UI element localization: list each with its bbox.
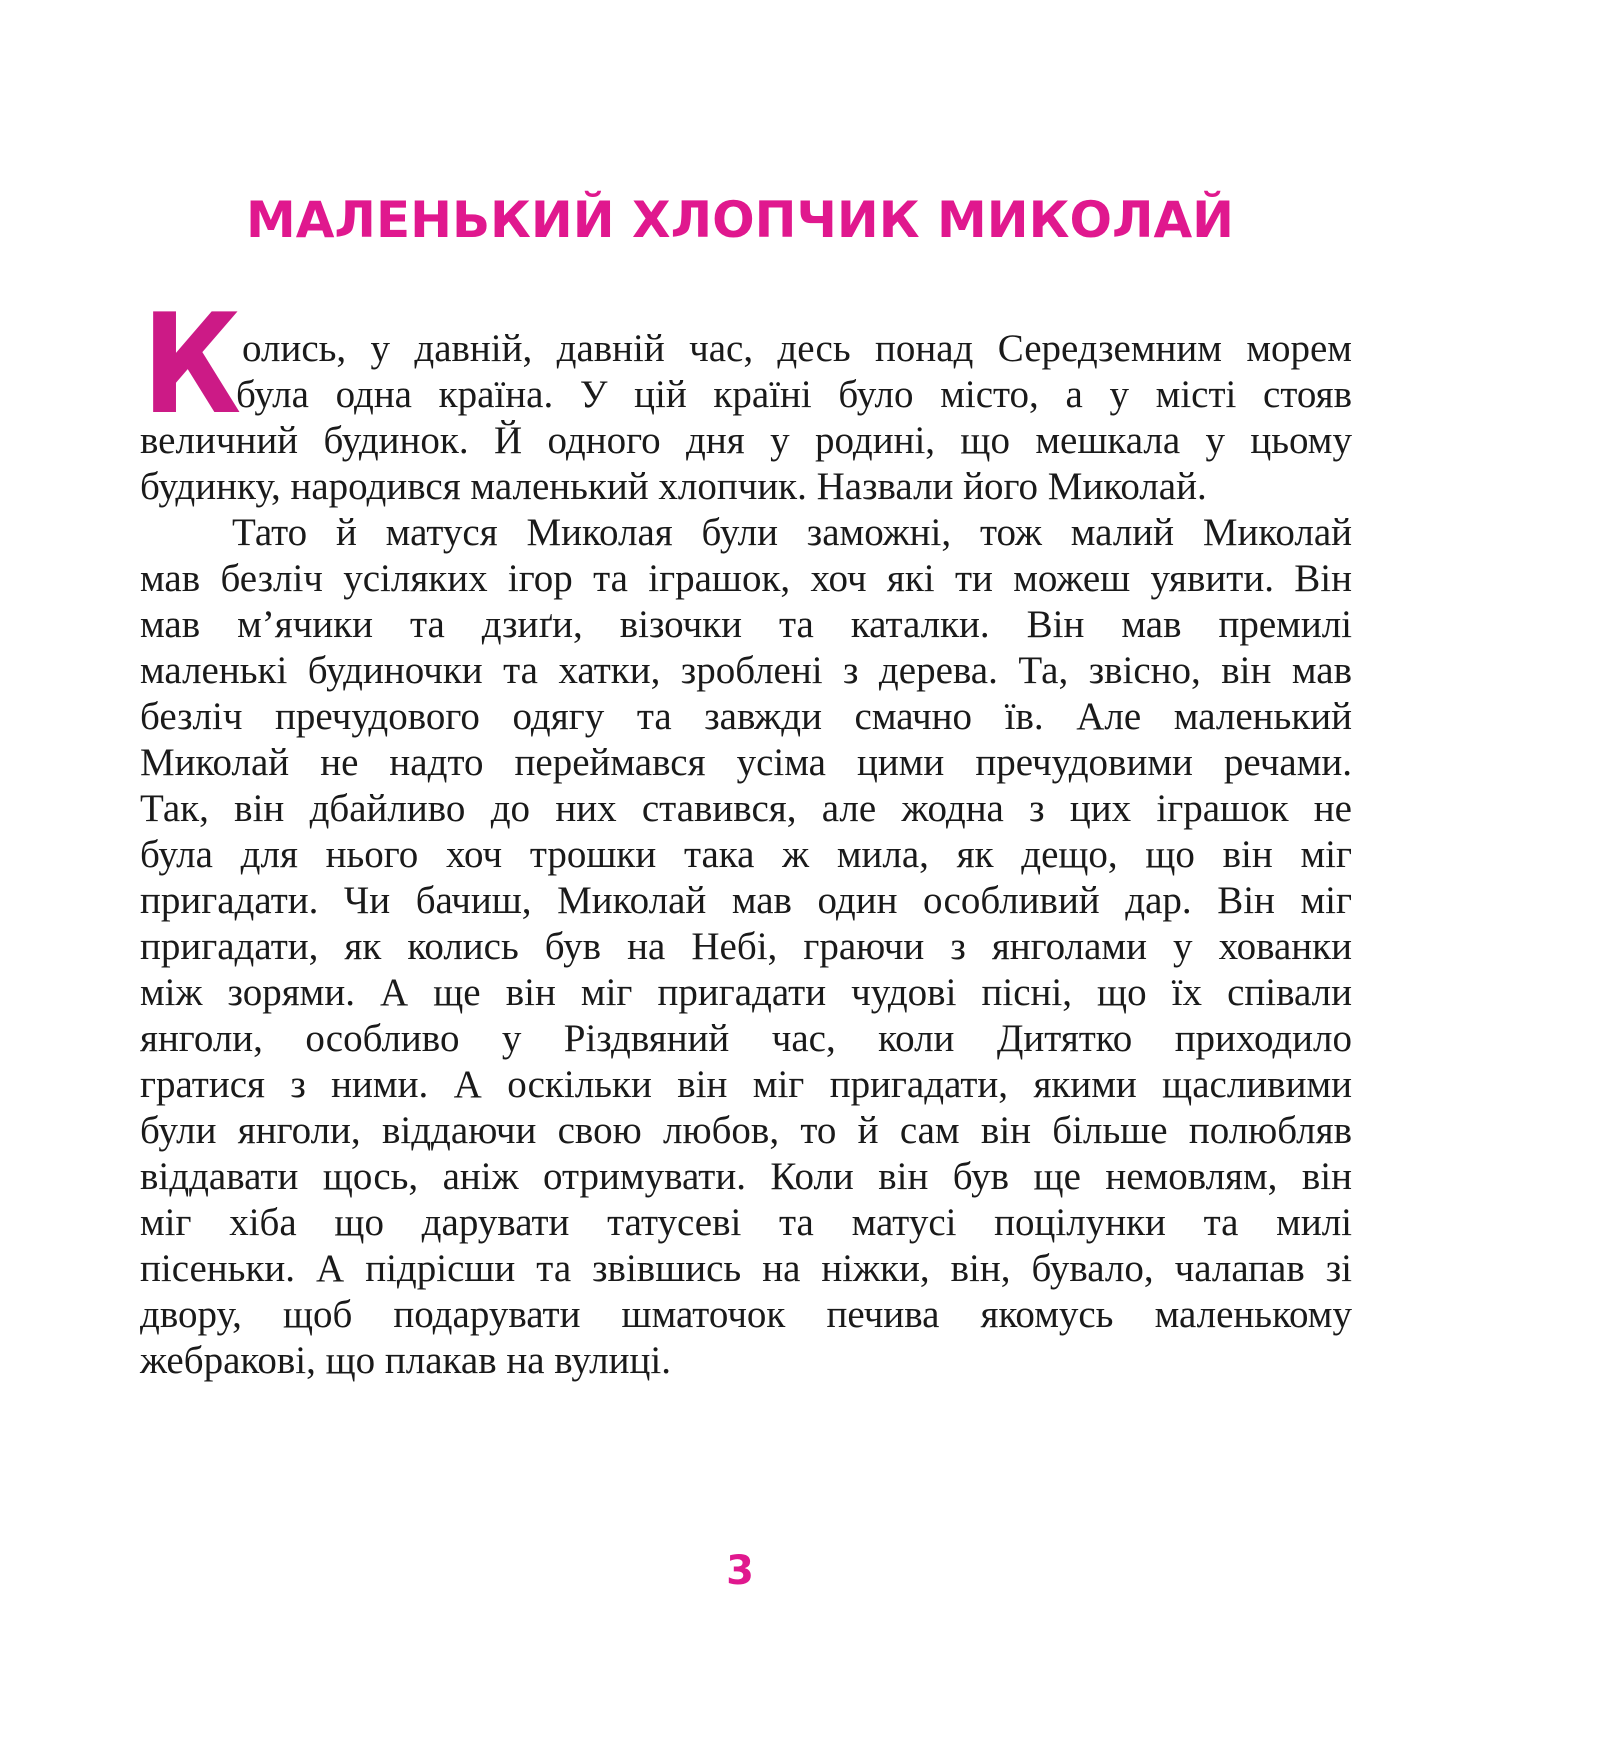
text-line: безліч пречудового одягу та завжди смачно їв. Але маленький [140, 695, 1352, 738]
page-title: МАЛЕНЬКИЙ ХЛОПЧИК МИКОЛАЙ [245, 191, 1235, 249]
text-line: будинку, народився маленький хлопчик. Назвали його Миколай. [140, 465, 1207, 508]
text-line: янголи, особливо у Різдвяний час, коли Дитятко приходило [140, 1017, 1352, 1060]
text-line: величний будинок. Й одного дня у родині, що мешкала у цьому [140, 419, 1352, 462]
drop-cap-letter: К [142, 284, 242, 445]
text-line: Тато й матуся Миколая були заможні, тож малий Миколай [232, 511, 1352, 554]
text-line: пісеньки. А підрісши та звівшись на ніжки, він, бувало, чалапав зі [140, 1247, 1352, 1290]
text-line: Миколай не надто переймався усіма цими пречудовими речами. [140, 741, 1352, 784]
text-line: була для нього хоч трошки така ж мила, як дещо, що він міг [140, 833, 1352, 876]
text-line: віддавати щось, аніж отримувати. Коли він був ще немовлям, він [140, 1155, 1352, 1198]
text-line: гратися з ними. А оскільки він міг пригадати, якими щасливими [140, 1063, 1352, 1106]
text-line: маленькі будиночки та хатки, зроблені з дерева. Та, звісно, він мав [140, 649, 1352, 692]
text-line: були янголи, віддаючи свою любов, то й сам він більше полюбляв [140, 1109, 1352, 1152]
text-line: мав м’ячики та дзиґи, візочки та каталки. Він мав премилі [140, 603, 1352, 646]
story-text [140, 326, 1352, 1384]
text-line: жебракові, що плакав на вулиці. [140, 1339, 671, 1382]
text-line: між зорями. А ще він міг пригадати чудові пісні, що їх співали [140, 971, 1352, 1014]
text-line: міг хіба що дарувати татусеві та матусі поцілунки та милі [140, 1201, 1352, 1244]
text-line: була одна країна. У цій країні було місто, а у місті стояв [236, 373, 1352, 416]
page-number: 3 [726, 1548, 754, 1594]
text-line: пригадати. Чи бачиш, Миколай мав один особливий дар. Він міг [140, 879, 1352, 922]
text-line: двору, щоб подарувати шматочок печива якомусь маленькому [140, 1293, 1352, 1336]
text-line: Так, він дбайливо до них ставився, але жодна з цих іграшок не [140, 787, 1352, 830]
text-line: мав безліч усіляких ігор та іграшок, хоч які ти можеш уявити. Він [140, 557, 1352, 600]
text-line: олись, у давній, давній час, десь понад Середземним морем [242, 327, 1352, 370]
text-line: пригадати, як колись був на Небі, граючи з янголами у хованки [140, 925, 1352, 968]
